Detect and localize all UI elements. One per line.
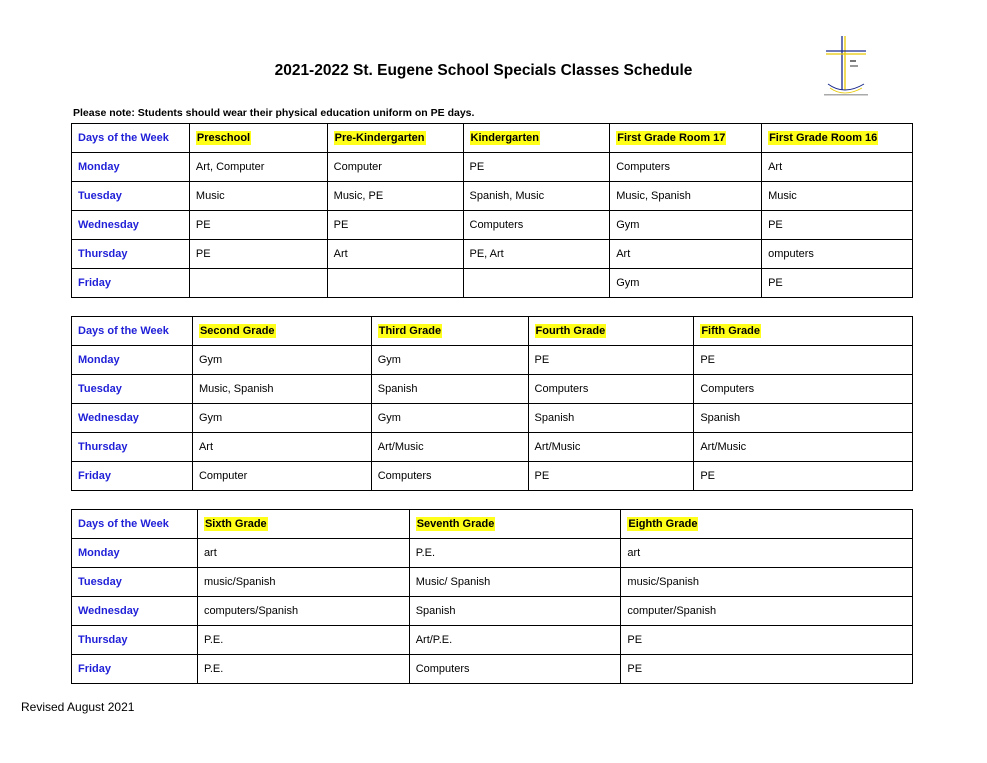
- table-cell: Computers: [610, 153, 762, 182]
- column-header: Eighth Grade: [621, 510, 913, 539]
- table-cell: Music: [189, 182, 327, 211]
- table-row: [72, 539, 913, 568]
- table-cell: P.E.: [197, 655, 409, 684]
- table-cell: music/Spanish: [621, 568, 913, 597]
- days-of-week-header: Days of the Week: [72, 317, 193, 346]
- table-cell: [463, 269, 610, 298]
- table-cell: Art: [327, 240, 463, 269]
- column-header: Pre-Kindergarten: [327, 124, 463, 153]
- day-label: Thursday: [72, 433, 193, 462]
- column-header: Third Grade: [371, 317, 528, 346]
- table-cell: Spanish: [528, 404, 694, 433]
- table-row: [72, 568, 913, 597]
- column-header: Seventh Grade: [409, 510, 621, 539]
- table-cell: computer/Spanish: [621, 597, 913, 626]
- table-cell: Computers: [694, 375, 913, 404]
- table-row: [72, 375, 913, 404]
- table-cell: PE: [528, 346, 694, 375]
- table-cell: Gym: [371, 346, 528, 375]
- day-label: Thursday: [72, 626, 198, 655]
- table-cell: Music/ Spanish: [409, 568, 621, 597]
- column-header: Sixth Grade: [197, 510, 409, 539]
- table-row: [72, 655, 913, 684]
- table-cell: computers/Spanish: [197, 597, 409, 626]
- day-label: Wednesday: [72, 404, 193, 433]
- day-label: Wednesday: [72, 597, 198, 626]
- schedule-table-lower-grades: [71, 123, 913, 298]
- table-row: [72, 211, 913, 240]
- table-cell: Computers: [463, 211, 610, 240]
- day-label: Thursday: [72, 240, 190, 269]
- table-cell: Art/P.E.: [409, 626, 621, 655]
- table-cell: Gym: [610, 211, 762, 240]
- days-of-week-header: Days of the Week: [72, 510, 198, 539]
- column-header: Second Grade: [192, 317, 371, 346]
- table-row: [72, 433, 913, 462]
- table-cell: Art/Music: [528, 433, 694, 462]
- table-cell: Music, Spanish: [610, 182, 762, 211]
- table-cell: Art: [762, 153, 913, 182]
- day-label: Tuesday: [72, 182, 190, 211]
- table-row: [72, 269, 913, 298]
- table-cell: PE: [694, 462, 913, 491]
- day-label: Friday: [72, 269, 190, 298]
- table-cell: Spanish: [409, 597, 621, 626]
- table-cell: [189, 269, 327, 298]
- day-label: Friday: [72, 462, 193, 491]
- table-cell: Music: [762, 182, 913, 211]
- table-cell: Music, Spanish: [192, 375, 371, 404]
- table-cell: Spanish, Music: [463, 182, 610, 211]
- table-cell: omputers: [762, 240, 913, 269]
- table-cell: PE: [327, 211, 463, 240]
- day-label: Monday: [72, 346, 193, 375]
- day-label: Tuesday: [72, 375, 193, 404]
- table-cell: PE: [694, 346, 913, 375]
- table-cell: Computer: [327, 153, 463, 182]
- table-header-row: [72, 510, 913, 539]
- column-header: First Grade Room 16: [762, 124, 913, 153]
- column-header: Fourth Grade: [528, 317, 694, 346]
- table-header-row: [72, 317, 913, 346]
- table-cell: Computers: [409, 655, 621, 684]
- column-header: First Grade Room 17: [610, 124, 762, 153]
- table-cell: Gym: [371, 404, 528, 433]
- day-label: Monday: [72, 539, 198, 568]
- column-header: Preschool: [189, 124, 327, 153]
- table-cell: Computers: [528, 375, 694, 404]
- table-cell: Gym: [192, 404, 371, 433]
- table-cell: [327, 269, 463, 298]
- table-cell: Spanish: [694, 404, 913, 433]
- table-cell: Computer: [192, 462, 371, 491]
- day-label: Monday: [72, 153, 190, 182]
- table-cell: art: [621, 539, 913, 568]
- table-cell: Music, PE: [327, 182, 463, 211]
- table-cell: Computers: [371, 462, 528, 491]
- day-label: Wednesday: [72, 211, 190, 240]
- table-cell: PE, Art: [463, 240, 610, 269]
- table-row: [72, 462, 913, 491]
- table-cell: music/Spanish: [197, 568, 409, 597]
- days-of-week-header: Days of the Week: [72, 124, 190, 153]
- day-label: Friday: [72, 655, 198, 684]
- column-header: Fifth Grade: [694, 317, 913, 346]
- pe-uniform-note: Please note: Students should wear their physical education uniform on PE days.: [73, 107, 475, 119]
- day-label: Tuesday: [72, 568, 198, 597]
- table-row: [72, 597, 913, 626]
- table-cell: Gym: [192, 346, 371, 375]
- table-cell: PE: [189, 211, 327, 240]
- column-header: Kindergarten: [463, 124, 610, 153]
- table-cell: P.E.: [409, 539, 621, 568]
- table-row: [72, 153, 913, 182]
- table-cell: PE: [762, 269, 913, 298]
- table-cell: Art: [610, 240, 762, 269]
- revised-date: Revised August 2021: [21, 700, 135, 714]
- table-row: [72, 404, 913, 433]
- table-cell: PE: [528, 462, 694, 491]
- table-header-row: [72, 124, 913, 153]
- table-cell: Art: [192, 433, 371, 462]
- table-cell: Art, Computer: [189, 153, 327, 182]
- table-row: [72, 182, 913, 211]
- table-cell: Art/Music: [371, 433, 528, 462]
- table-cell: PE: [621, 655, 913, 684]
- table-cell: Gym: [610, 269, 762, 298]
- table-row: [72, 346, 913, 375]
- schedule-table-upper-grades: [71, 509, 913, 684]
- school-cross-logo-icon: [820, 34, 872, 100]
- table-cell: Art/Music: [694, 433, 913, 462]
- table-cell: PE: [621, 626, 913, 655]
- schedule-table-middle-grades: [71, 316, 913, 491]
- table-cell: art: [197, 539, 409, 568]
- page-title: 2021-2022 St. Eugene School Specials Classes Schedule: [274, 62, 693, 79]
- table-cell: PE: [762, 211, 913, 240]
- table-cell: Spanish: [371, 375, 528, 404]
- table-cell: P.E.: [197, 626, 409, 655]
- table-cell: PE: [189, 240, 327, 269]
- table-row: [72, 240, 913, 269]
- table-row: [72, 626, 913, 655]
- table-cell: PE: [463, 153, 610, 182]
